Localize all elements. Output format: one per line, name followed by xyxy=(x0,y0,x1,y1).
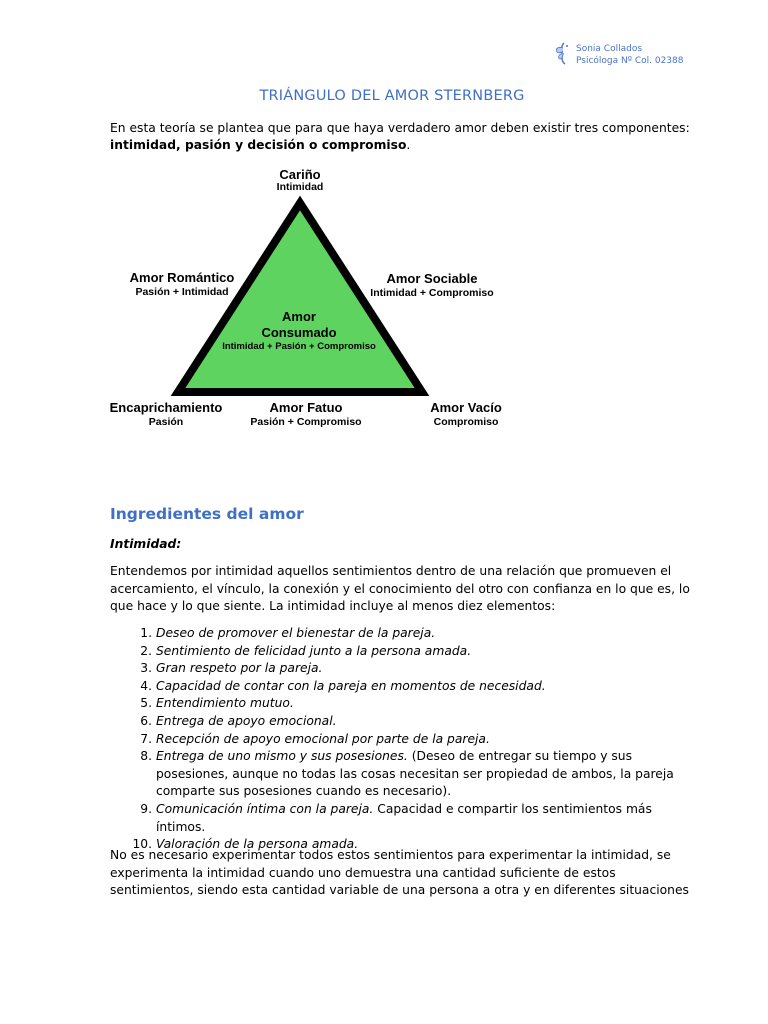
triangle-svg xyxy=(0,160,768,440)
paragraph-2: No es necesario experimentar todos estos sentimientos para experimentar la intimidad, se experimenta la intimidad cuando uno demuestra una cantidad suficiente de estos sentimientos, siendo esta cantidad variable de una persona a otra y en diferentes situaciones xyxy=(110,848,689,898)
intro-paragraph xyxy=(110,120,690,154)
label-amor-consumado-sub: Intimidad + Pasión + Compromiso xyxy=(222,341,376,352)
list-item: 3. Gran respeto por la pareja. xyxy=(140,661,323,676)
list-item: 1. Deseo de promover el bienestar de la pareja. xyxy=(140,626,436,640)
header-credit xyxy=(576,43,684,67)
list-item: 4. Capacidad de contar con la pareja en momentos de necesidad. xyxy=(140,678,546,693)
list-item: 8. Entrega de uno mismo y sus posesiones. (Deseo de entregar su tiempo y sus posesiones, aunque no todas las cosas necesitan ser propiedad de ambos, la pareja comparte sus posesiones cuando es necesario). xyxy=(140,749,674,799)
label-amor-sociable: Amor Sociable xyxy=(386,271,478,286)
label-amor-romantico-sub: Pasión + Intimidad xyxy=(135,286,229,298)
section-heading: Ingredientes del amor xyxy=(110,505,304,523)
label-amor-fatuo: Amor Fatuo xyxy=(269,400,343,415)
header-name: Sonia Collados xyxy=(576,44,643,54)
page-title: TRIÁNGULO DEL AMOR STERNBERG xyxy=(259,88,525,104)
sub-heading: Intimidad: xyxy=(110,537,182,551)
sternberg-triangle-diagram xyxy=(0,160,768,440)
list-item: 9. Comunicación íntima con la pareja. Capacidad e compartir los sentimientos más íntimos. xyxy=(140,801,652,834)
intro-text: En esta teoría se plantea que para que haya verdadero amor deben existir tres componentes: xyxy=(110,121,690,135)
list-item: 7. Recepción de apoyo emocional por parte de la pareja. xyxy=(140,731,490,746)
label-carino-sub: Intimidad xyxy=(276,181,324,193)
label-encaprichamiento: Encaprichamiento xyxy=(109,400,223,415)
label-carino: Cariño xyxy=(279,167,321,182)
butterfly-logo-icon xyxy=(553,40,573,66)
list-item: 2. Sentimiento de felicidad junto a la persona amada. xyxy=(140,643,472,658)
list-item: 6. Entrega de apoyo emocional. xyxy=(140,713,337,728)
label-amor-sociable-sub: Intimidad + Compromiso xyxy=(370,287,494,299)
label-amor-vacio: Amor Vacío xyxy=(430,400,502,415)
paragraph-1: Entendemos por intimidad aquellos sentimientos dentro de una relación que promueven el acercamiento, el vínculo, la conexión y el conocimiento del otro con confianza en lo que es, lo que hace y lo que siente. La intimidad incluye al menos diez elementos: xyxy=(110,564,690,614)
list-item: 10. Valoración de la persona amada. xyxy=(132,837,359,852)
label-amor-vacio-sub: Compromiso xyxy=(433,416,499,428)
label-amor-romantico: Amor Romántico xyxy=(129,270,235,285)
intro-bold: intimidad, pasión y decisión o compromiso xyxy=(110,138,407,152)
intimacy-elements-list xyxy=(110,625,690,854)
list-item: 5. Entendimiento mutuo. xyxy=(140,696,294,711)
label-amor-consumado-line1: Amor xyxy=(282,309,316,324)
label-amor-consumado-line2: Consumado xyxy=(261,325,337,340)
label-amor-fatuo-sub: Pasión + Compromiso xyxy=(250,416,362,428)
label-encaprichamiento-sub: Pasión xyxy=(148,416,184,428)
header-credential: Psicóloga Nº Col. 02388 xyxy=(576,56,684,66)
intro-end: . xyxy=(406,138,411,152)
